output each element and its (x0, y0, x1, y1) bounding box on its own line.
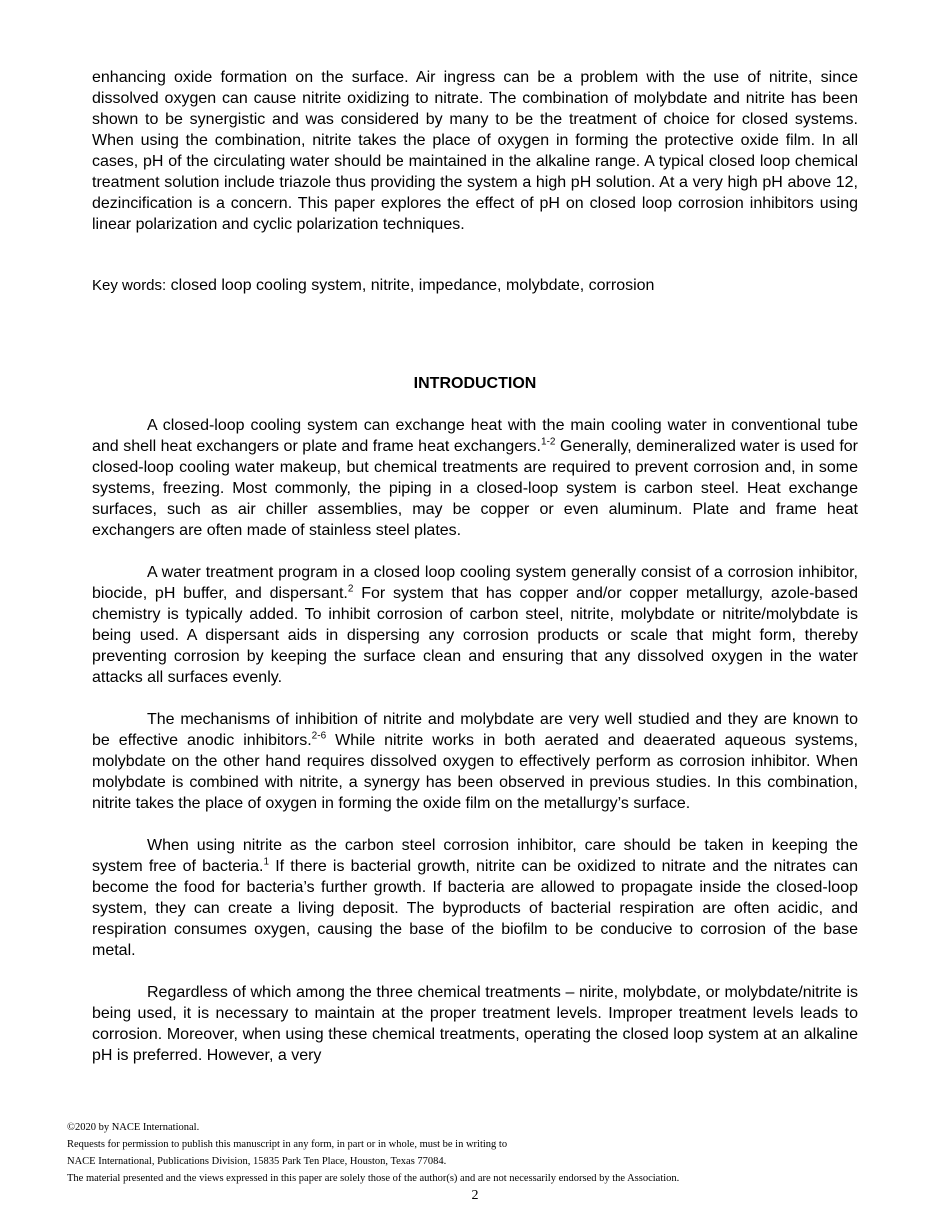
citation-ref: 2-6 (311, 730, 327, 742)
intro-paragraph-4: When using nitrite as the carbon steel corrosion inhibitor, care should be taken in keeping the system free of bacteria.$^1$ If there is bacterial growth, nitrite can be oxidized to nitrate and the nitrates can become the food for bacteria’s further growth. If bacteria are allowed to propagate inside the closed-loop system, they can create a living deposit. The byproducts of bacterial respiration are often acidic, and respiration consumes oxygen, causing the base of the biofilm to be conducive to corrosion of the base metal. (92, 837, 858, 959)
intro-paragraph-3: The mechanisms of inhibition of nitrite and molybdate are very well studied and they are known to be effective anodic inhibitors.$^{2-6}$ While nitrite works in both aerated and deaerated aqueous systems, molybdate on the other hand requires dissolved oxygen to effectively perform as corrosion inhibitor. When molybdate is combined with nitrite, a synergy has been observed in previous studies. In this combination, nitrite takes the place of oxygen in forming the oxide film on the metallurgy’s surface. (92, 711, 858, 812)
introduction-section (92, 373, 858, 1066)
footer-address: NACE International, Publications Division, 15835 Park Ten Place, Houston, Texas 77084. (67, 1156, 447, 1167)
abstract-tail-paragraph: enhancing oxide formation on the surface. Air ingress can be a problem with the use of nitrite, since dissolved oxygen can cause nitrite oxidizing to nitrate. The combination of molybdate and nitrite has been shown to be synergistic and was considered by many to be the treatment of choice for closed systems. When using the combination, nitrite takes the place of oxygen in forming the protective oxide film. In all cases, pH of the circulating water should be maintained in the alkaline range. A typical closed loop chemical treatment solution include triazole thus providing the system a high pH solution. At a very high pH above 12, dezincification is a concern. This paper explores the effect of pH on closed loop corrosion inhibitors using linear polarization and cyclic polarization techniques. (92, 69, 858, 233)
citation-ref: 1-2 (541, 436, 556, 448)
page-number: 2 (471, 1188, 479, 1203)
keywords-text: closed loop cooling system, nitrite, impedance, molybdate, corrosion (170, 277, 655, 294)
keywords-line (92, 275, 858, 296)
footer-copyright: ©2020 by NACE International. (67, 1122, 200, 1133)
footer-disclaimer: The material presented and the views expressed in this paper are solely those of the author(s) and are not necessarily endorsed by the Association. (67, 1173, 680, 1184)
page-footer (67, 1119, 887, 1187)
footer-permission: Requests for permission to publish this manuscript in any form, in part or in whole, must be in writing to (67, 1139, 508, 1150)
intro-paragraph-1: A closed-loop cooling system can exchange heat with the main cooling water in conventional tube and shell heat exchangers or plate and frame heat exchangers.$^{1-2}$ Generally, demineralized water is used for closed-loop cooling water makeup, but chemical treatments are required to prevent corrosion and, in some systems, freezing. Most commonly, the piping in a closed-loop system is carbon steel. Heat exchange surfaces, such as air chiller assemblies, may be copper or even aluminum. Plate and frame heat exchangers are often made of stainless steel plates. (92, 417, 859, 539)
citation-ref: 1 (263, 856, 270, 868)
abstract-continuation (92, 67, 858, 235)
intro-paragraph-5: Regardless of which among the three chemical treatments – nirite, molybdate, or molybdate/nitrite is being used, it is necessary to maintain at the proper treatment levels. Improper treatment levels leads to corrosion. Moreover, when using these chemical treatments, operating the closed loop system at an alkaline pH is preferred. However, a very (92, 984, 858, 1064)
intro-paragraph-2: A water treatment program in a closed loop cooling system generally consist of a corrosion inhibitor, biocide, pH buffer, and dispersant.$^2$ For system that has copper and/or copper metallurgy, azole-based chemistry is typically added. To inhibit corrosion of carbon steel, nitrite, molybdate or nitrite/molybdate is being used. A dispersant aids in dispersing any corrosion products or scale that might form, thereby preventing corrosion by keeping the surface clean and ensuring that any dissolved oxygen in the water attacks all surfaces evenly. (92, 564, 859, 686)
section-heading-introduction: INTRODUCTION (413, 375, 537, 392)
citation-ref: 2 (347, 583, 354, 595)
keywords-label: Key words: (92, 277, 167, 294)
